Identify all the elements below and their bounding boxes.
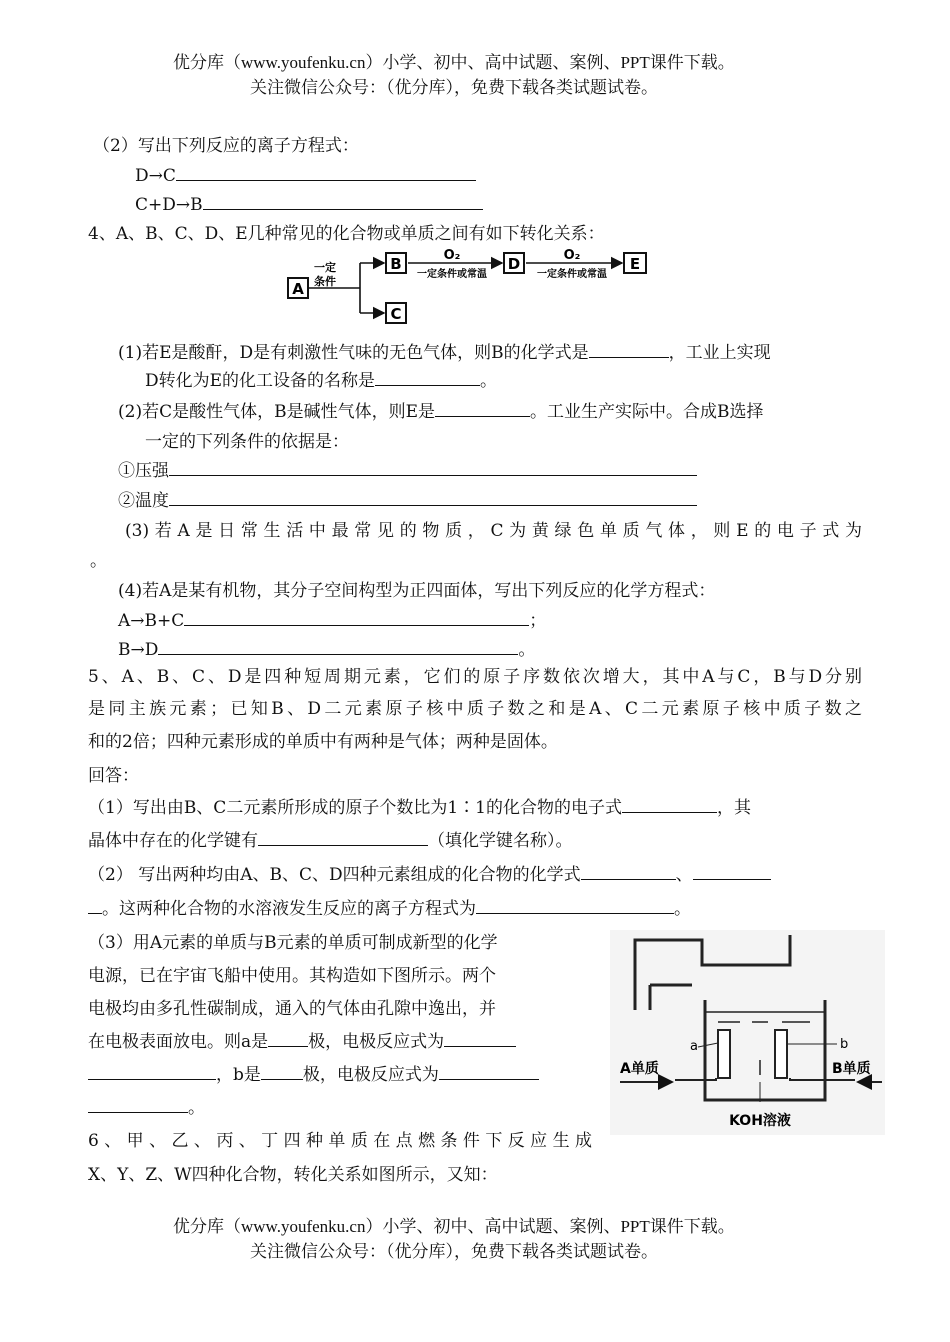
q3-eq1	[135, 165, 476, 187]
q4-p4-eq1	[118, 610, 546, 632]
p4-eq2-label: B→D	[118, 640, 159, 660]
q5-p3-text-d: 极，电极反应式为	[302, 1065, 439, 1085]
node-b-label: B	[390, 255, 402, 273]
p4-eq1-label: A→B+C	[118, 611, 185, 631]
footer-line-2: 关注微信公众号：（优分库），免费下载各类试题试卷。	[250, 1242, 658, 1261]
q4-p1-line2	[145, 370, 497, 392]
q5-p3-text-b: 极，电极反应式为	[308, 1032, 445, 1052]
q4-p1-end: 。	[480, 371, 498, 391]
node-d-label: D	[507, 255, 521, 273]
answer-blank[interactable]	[88, 1097, 188, 1113]
q4-p4-eq2	[118, 639, 535, 661]
q5-p3-line5	[88, 1064, 539, 1086]
q5-p2-text-c: 。这两种化合物的水溶液发生反应的离子方程式为	[102, 899, 476, 919]
q5-p3-text-a: 在电极表面放电。则a是	[88, 1032, 269, 1052]
answer-blank[interactable]	[169, 490, 697, 506]
q5-p3-line2: 电源，已在宇宙飞船中使用。其构造如下图所示。两个	[88, 966, 496, 986]
electrode-b	[775, 1030, 787, 1078]
header-line-2: 关注微信公众号：（优分库），免费下载各类试题试卷。	[250, 78, 658, 97]
q4-p1-line1	[118, 342, 771, 364]
answer-blank[interactable]	[169, 460, 697, 476]
q5-p3-line4	[88, 1031, 516, 1053]
q5-p1-text-a: （1）写出由B、C二元素所形成的原子个数比为1∶1的化合物的电子式	[88, 798, 622, 818]
answer-blank[interactable]	[439, 1064, 539, 1080]
q3-eq1-label: D→C	[135, 166, 176, 186]
q5-p2-line1	[88, 864, 771, 886]
q5-p1-text-b: ，其	[716, 798, 751, 818]
q5-p1-text-d: （填化学键名称）。	[428, 831, 573, 851]
answer-blank[interactable]	[88, 1064, 216, 1080]
node-c-label: C	[390, 305, 402, 323]
fuel-cell-diagram	[610, 930, 885, 1135]
q5-line3: 和的2倍；四种元素形成的单质中有两种是气体；两种是固体。	[88, 732, 558, 752]
q5-p2-end: 。	[674, 899, 691, 919]
q5-p1-line2	[88, 830, 573, 852]
p4-eq2-end: 。	[518, 640, 536, 660]
answer-blank[interactable]	[589, 342, 669, 358]
pressure-label: ①压强	[118, 461, 169, 481]
q5-p3-line3: 电极均由多孔性碳制成，通入的气体由孔隙中逸出，并	[88, 999, 496, 1019]
answer-blank[interactable]	[184, 610, 529, 626]
answer-blank[interactable]	[261, 1064, 303, 1080]
answer-blank[interactable]	[444, 1031, 516, 1047]
q3-part2-text: （2）写出下列反应的离子方程式：	[93, 136, 359, 156]
node-a-label: A	[292, 280, 304, 298]
cond2-label-1: 一定条件或常温	[417, 269, 487, 280]
o2-label-1: O₂	[443, 248, 461, 263]
q4-p4-text: (4)若A是某有机物，其分子空间构型为正四面体，写出下列反应的化学方程式：	[118, 581, 716, 601]
q5-p3-text-c: ，b是	[216, 1065, 261, 1085]
answer-blank[interactable]	[581, 864, 676, 880]
q5-p3-line1: （3）用A元素的单质与B元素的单质可制成新型的化学	[88, 933, 498, 953]
q3-eq2-label: C+D→B	[135, 195, 203, 215]
q5-answer-label: 回答：	[88, 766, 139, 786]
answer-blank[interactable]	[268, 1031, 308, 1047]
electrolyte-label: KOH溶液	[729, 1113, 791, 1129]
q4-p2-pressure	[118, 460, 697, 482]
q5-p2-line2	[88, 898, 691, 920]
q4-p2-text-b: 。工业生产实际中。合成B选择	[530, 402, 764, 422]
answer-blank[interactable]	[158, 639, 518, 655]
cond1-bottom: 条件	[314, 275, 336, 288]
q6-line2: X、Y、Z、W四种化合物，转化关系如图所示，又知：	[88, 1165, 498, 1185]
answer-blank[interactable]	[693, 864, 771, 880]
o2-label-2: O₂	[563, 248, 581, 263]
q5-line2: 是同主族元素；已知B、D二元素原子核中质子数之和是A、C二元素原子核中质子数之	[88, 699, 862, 719]
answer-blank[interactable]	[88, 898, 102, 914]
q5-p2-text-b: 、	[675, 865, 693, 885]
q5-p1-text-c: 晶体中存在的化学键有	[88, 831, 258, 851]
q4-p2-line2: 一定的下列条件的依据是：	[145, 432, 349, 452]
q4-p2-line1	[118, 401, 764, 423]
q6-line1: 6、甲、乙、丙、丁四种单质在点燃条件下反应生成	[88, 1131, 592, 1151]
electrode-a-label: a	[690, 1039, 698, 1054]
q4-conversion-diagram	[280, 245, 660, 330]
answer-blank[interactable]	[258, 830, 428, 846]
q5-p3-line6	[88, 1097, 205, 1119]
q5-line1: 5、A、B、C、D是四种短周期元素，它们的原子序数依次增大，其中A与C，B与D分别	[88, 667, 862, 687]
answer-blank[interactable]	[203, 194, 483, 210]
q5-p3-end: 。	[188, 1098, 205, 1118]
input-a-label: A单质	[620, 1061, 659, 1077]
q4-p1-text-a: (1)若E是酸酐，D是有刺激性气味的无色气体，则B的化学式是	[118, 343, 589, 363]
temperature-label: ②温度	[118, 491, 169, 511]
diagram-background	[610, 930, 885, 1135]
header-line-1: 优分库（www.youfenku.cn）小学、初中、高中试题、案例、PPT课件下载。	[173, 53, 735, 72]
node-e-label: E	[629, 255, 641, 273]
answer-blank[interactable]	[476, 898, 674, 914]
q4-p3-end: 。	[90, 551, 107, 571]
answer-blank[interactable]	[375, 370, 480, 386]
answer-blank[interactable]	[622, 797, 717, 813]
answer-blank[interactable]	[435, 401, 530, 417]
q4-p2-text-a: (2)若C是酸性气体，B是碱性气体，则E是	[118, 402, 435, 422]
electrode-b-label: b	[840, 1037, 849, 1052]
q4-p2-temperature	[118, 490, 697, 512]
cond1-top: 一定	[314, 261, 336, 274]
answer-blank[interactable]	[176, 165, 476, 181]
q4-p1-text-c: D转化为E的化工设备的名称是	[145, 371, 376, 391]
input-b-label: B单质	[832, 1061, 871, 1077]
footer-line-1: 优分库（www.youfenku.cn）小学、初中、高中试题、案例、PPT课件下载。	[173, 1217, 735, 1236]
p4-eq1-end: ；	[529, 611, 547, 631]
q4-p1-text-b: ，工业上实现	[668, 343, 771, 363]
q5-p2-text-a: （2） 写出两种均由A、B、C、D四种元素组成的化合物的化学式	[88, 865, 581, 885]
q4-p3-line1: (3)若A是日常生活中最常见的物质，C为黄绿色单质气体，则E的电子式为	[125, 521, 862, 541]
electrode-a	[718, 1030, 730, 1078]
q3-eq2	[135, 194, 483, 216]
cond2-label-2: 一定条件或常温	[537, 269, 607, 280]
q5-p1-line1	[88, 797, 751, 819]
q4-stem: 4、A、B、C、D、E几种常见的化合物或单质之间有如下转化关系：	[88, 224, 605, 244]
